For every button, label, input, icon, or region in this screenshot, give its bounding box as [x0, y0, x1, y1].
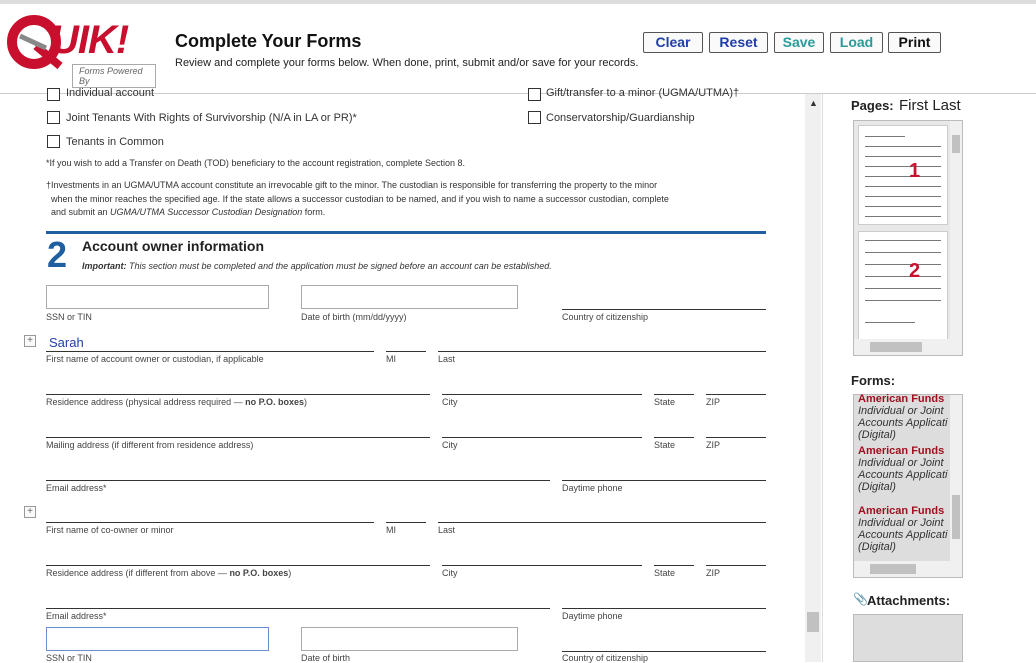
phone-label: Daytime phone: [562, 483, 623, 493]
important-text: This section must be completed and the application must be signed before an account can be established.: [126, 261, 552, 271]
coowner-state-label: State: [654, 568, 676, 578]
page-number-1: 1: [909, 160, 921, 182]
citizenship-input[interactable]: [562, 309, 766, 310]
header-bar: [0, 0, 1036, 94]
page-number-2: 2: [909, 260, 921, 282]
dob-label: Date of birth (mm/dd/yyyy): [301, 312, 407, 322]
city-input[interactable]: [442, 394, 642, 395]
coowner-residence-input[interactable]: [46, 565, 430, 566]
attachments-list[interactable]: [853, 614, 963, 662]
first-name-input[interactable]: [46, 351, 374, 352]
mailing-city-label: City: [442, 440, 458, 450]
ugma-note-line1: †Investments in an UGMA/UTMA account constitute an irrevocable gift to the minor. The custodian is responsible for transferring the property to the minor: [46, 180, 658, 190]
form-scrollbar[interactable]: [805, 94, 821, 662]
section-important: [82, 261, 552, 271]
mailing-zip-input[interactable]: [706, 437, 766, 438]
city-label: City: [442, 397, 458, 407]
state-label: State: [654, 397, 676, 407]
coowner-email-input[interactable]: [46, 608, 550, 609]
coowner-citizenship-label: Country of citizenship: [562, 653, 649, 663]
quik-logo: [6, 12, 156, 86]
forms-label: Forms:: [851, 373, 896, 388]
joint-tenants-label: Joint Tenants With Rights of Survivorship (N/A in LA or PR)*: [66, 112, 357, 124]
ssn-input[interactable]: [46, 285, 269, 309]
ugma-note-line3: [51, 207, 325, 217]
first-name-label: First name of account owner or custodian, if applicable: [46, 354, 264, 364]
logo-powered-by: Forms Powered By: [72, 64, 156, 88]
coowner-ssn-input[interactable]: [46, 627, 269, 651]
mailing-city-input[interactable]: [442, 437, 642, 438]
conservatorship-checkbox[interactable]: [528, 111, 541, 124]
form-item-3[interactable]: [858, 505, 948, 553]
important-label: Important:: [82, 261, 127, 271]
mi-label: MI: [386, 354, 396, 364]
print-button[interactable]: Print: [888, 32, 941, 53]
zip-input[interactable]: [706, 394, 766, 395]
coowner-last-input[interactable]: [438, 522, 766, 523]
coowner-zip-input[interactable]: [706, 565, 766, 566]
thumbs-hscroll-thumb[interactable]: [870, 342, 922, 352]
email-input[interactable]: [46, 480, 550, 481]
coowner-last-label: Last: [438, 525, 456, 535]
page-thumbnail-2[interactable]: [858, 231, 948, 343]
right-sidebar: [822, 94, 1036, 662]
last-name-input[interactable]: [438, 351, 766, 352]
form-item-2[interactable]: [858, 445, 948, 493]
tenants-common-label: Tenants in Common: [66, 136, 164, 148]
form-item-3-desc: Individual or Joint Accounts Applicati (Digital): [858, 517, 948, 553]
mailing-zip-label: ZIP: [706, 440, 721, 450]
thumbs-scrollbar[interactable]: [950, 121, 962, 339]
email-label: Email address*: [46, 483, 107, 493]
gift-transfer-label: Gift/transfer to a minor (UGMA/UTMA)†: [546, 87, 740, 99]
joint-tenants-checkbox[interactable]: [47, 111, 60, 124]
coowner-city-input[interactable]: [442, 565, 642, 566]
attachments-label: Attachments:: [867, 593, 951, 608]
form-item-2-desc: Individual or Joint Accounts Applicati (Digital): [858, 457, 948, 493]
tenants-common-checkbox[interactable]: [47, 135, 60, 148]
coowner-state-input[interactable]: [654, 565, 694, 566]
mailing-state-input[interactable]: [654, 437, 694, 438]
citizenship-label: Country of citizenship: [562, 312, 649, 322]
residence-input[interactable]: [46, 394, 430, 395]
coowner-first-input[interactable]: [46, 522, 374, 523]
thumbs-scroll-thumb[interactable]: [952, 135, 960, 153]
residence-label-bold: no P.O. boxes: [245, 397, 304, 407]
ugma-note-text: and submit an: [51, 207, 111, 217]
coowner-residence-end: ): [288, 568, 292, 578]
coowner-residence-text: Residence address (if different from above —: [46, 568, 230, 578]
form-item-2-name: American Funds: [858, 445, 945, 457]
residence-label: [46, 397, 307, 407]
forms-scroll-thumb[interactable]: [952, 495, 960, 539]
tod-note: *If you wish to add a Transfer on Death (TOD) beneficiary to the account registration, complete Section 8.: [46, 158, 466, 168]
scroll-up-arrow-icon[interactable]: ▲: [809, 98, 818, 108]
phone-input[interactable]: [562, 480, 766, 481]
section-title: Account owner information: [82, 238, 264, 254]
zip-label: ZIP: [706, 397, 721, 407]
expand-owner-button[interactable]: +: [24, 335, 36, 347]
pages-name: First Last: [899, 97, 961, 114]
page-thumbnails[interactable]: [853, 120, 963, 356]
coowner-phone-input[interactable]: [562, 608, 766, 609]
coowner-email-label: Email address*: [46, 611, 107, 621]
coowner-city-label: City: [442, 568, 458, 578]
page-title: Complete Your Forms: [175, 31, 362, 51]
forms-list[interactable]: [853, 394, 963, 578]
form-item-1-name: American Funds: [858, 393, 945, 405]
state-input[interactable]: [654, 394, 694, 395]
page-subtitle: Review and complete your forms below. When done, print, submit and/or save for your records.: [175, 57, 639, 69]
coowner-ssn-label: SSN or TIN: [46, 653, 92, 663]
forms-hscrollbar[interactable]: [854, 561, 962, 577]
load-button[interactable]: Load: [830, 32, 883, 53]
form-viewer[interactable]: [0, 87, 805, 663]
dob-input[interactable]: [301, 285, 518, 309]
coowner-first-label: First name of co-owner or minor: [46, 525, 174, 535]
section-divider: [46, 231, 766, 234]
coowner-zip-label: ZIP: [706, 568, 721, 578]
ssn-label: SSN or TIN: [46, 312, 92, 322]
coowner-mi-input[interactable]: [386, 522, 426, 523]
coowner-dob-input[interactable]: [301, 627, 518, 651]
section-number: 2: [47, 234, 68, 275]
coowner-dob-label: Date of birth: [301, 653, 351, 663]
pages-label: Pages:: [851, 98, 894, 113]
gift-transfer-checkbox[interactable]: [528, 88, 541, 101]
logo-text: UIK!: [50, 18, 129, 62]
ugma-note-formname: UGMA/UTMA Successor Custodian Designation: [110, 207, 303, 217]
forms-scrollbar[interactable]: [950, 395, 962, 561]
clear-button[interactable]: Clear: [643, 32, 703, 53]
residence-label-text: Residence address (physical address required —: [46, 397, 246, 407]
mailing-input[interactable]: [46, 437, 430, 438]
form-item-1[interactable]: [858, 393, 948, 441]
form-item-3-name: American Funds: [858, 505, 945, 517]
coowner-citizenship-input[interactable]: [562, 651, 766, 652]
coowner-mi-label: MI: [386, 525, 396, 535]
thumbs-hscrollbar[interactable]: [854, 339, 962, 355]
paperclip-icon: 📎: [853, 592, 868, 606]
individual-account-label: Individual account: [66, 87, 155, 99]
page-thumbnail-1[interactable]: [858, 125, 948, 225]
mailing-state-label: State: [654, 440, 676, 450]
save-button[interactable]: Save: [774, 32, 824, 53]
ugma-note-line2: when the minor reaches the specified age. If the state allows a successor custodian to be named, and if you wish to name a successor custodian, complete: [51, 194, 669, 204]
coowner-residence-label: [46, 568, 291, 578]
expand-coowner-button[interactable]: +: [24, 506, 36, 518]
first-name-value[interactable]: Sarah: [49, 335, 84, 350]
mailing-label: Mailing address (if different from residence address): [46, 440, 254, 450]
individual-account-checkbox[interactable]: [47, 88, 60, 101]
residence-label-end: ): [303, 397, 307, 407]
conservatorship-label: Conservatorship/Guardianship: [546, 112, 695, 124]
coowner-residence-bold: no P.O. boxes: [229, 568, 289, 578]
coowner-phone-label: Daytime phone: [562, 611, 623, 621]
scroll-thumb[interactable]: [807, 612, 819, 632]
reset-button[interactable]: Reset: [709, 32, 768, 53]
forms-hscroll-thumb[interactable]: [870, 564, 916, 574]
last-name-label: Last: [438, 354, 456, 364]
ugma-note-end: form.: [302, 207, 326, 217]
form-item-1-desc: Individual or Joint Accounts Applicati (Digital): [858, 405, 948, 441]
mi-input[interactable]: [386, 351, 426, 352]
